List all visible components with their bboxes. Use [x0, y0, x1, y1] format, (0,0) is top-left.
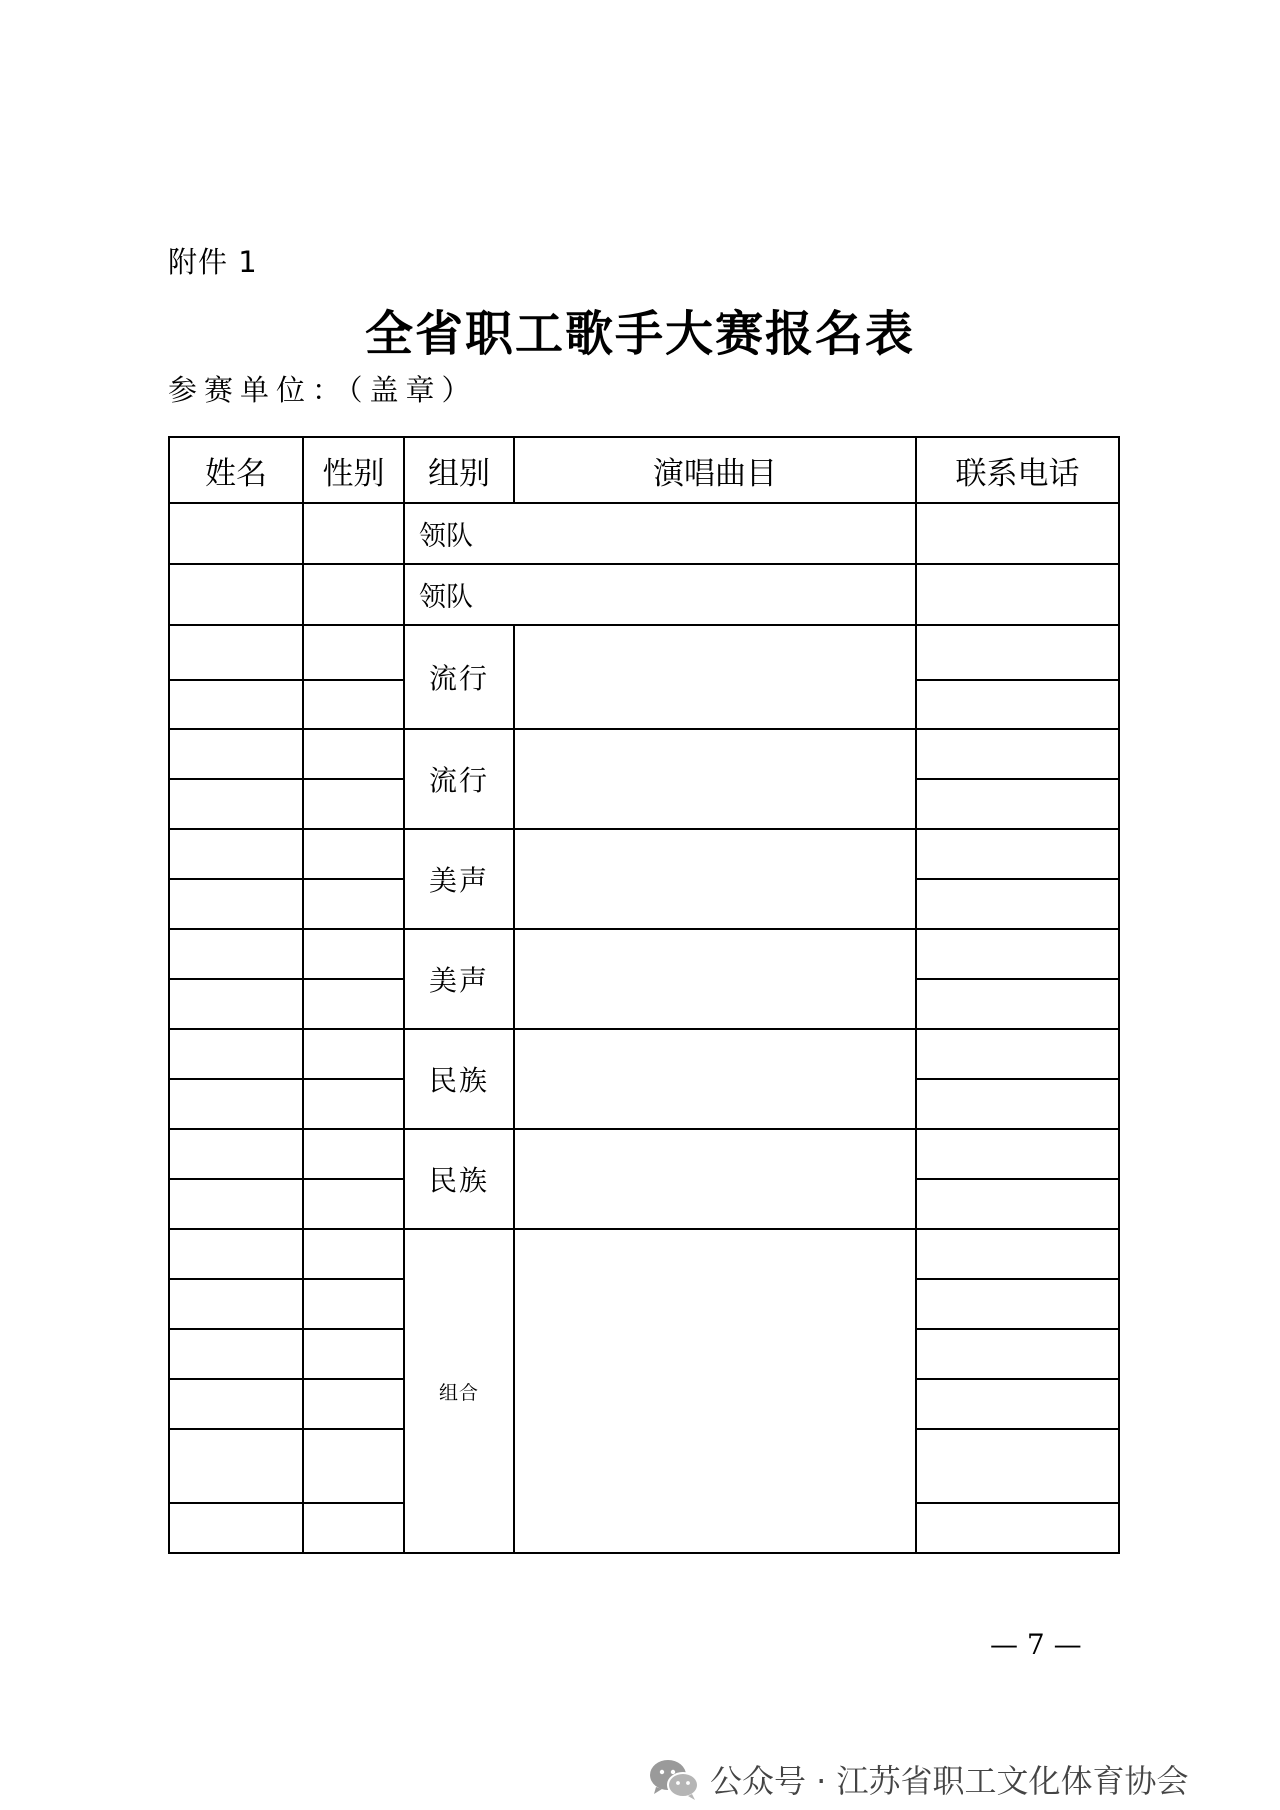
page-number: — 7 — [990, 1628, 1082, 1661]
gender-cell[interactable] [303, 1503, 404, 1553]
header-phone: 联系电话 [916, 437, 1119, 503]
name-cell[interactable] [169, 929, 303, 979]
header-row [169, 437, 1119, 503]
name-cell[interactable] [169, 564, 303, 625]
table-row [169, 1029, 1119, 1079]
table-row [169, 625, 1119, 680]
group-cell: 流行 [404, 729, 514, 829]
footer-text: 公众号 · 江苏省职工文化体育协会 [710, 1762, 1189, 1800]
gender-cell[interactable] [303, 1079, 404, 1129]
gender-cell[interactable] [303, 929, 404, 979]
name-cell[interactable] [169, 779, 303, 829]
phone-cell[interactable] [916, 1503, 1119, 1553]
gender-cell[interactable] [303, 625, 404, 680]
phone-cell[interactable] [916, 1379, 1119, 1429]
song-cell[interactable] [514, 1229, 916, 1553]
unit-label: 参赛单位：（盖章） [168, 373, 478, 407]
name-cell[interactable] [169, 625, 303, 680]
phone-cell[interactable] [916, 625, 1119, 680]
attachment-label: 附件 1 [168, 245, 258, 279]
gender-cell[interactable] [303, 680, 404, 729]
song-cell[interactable] [514, 729, 916, 829]
gender-cell[interactable] [303, 503, 404, 564]
phone-cell[interactable] [916, 929, 1119, 979]
name-cell[interactable] [169, 1279, 303, 1329]
gender-cell[interactable] [303, 564, 404, 625]
header-gender: 性别 [303, 437, 404, 503]
name-cell[interactable] [169, 1129, 303, 1179]
name-cell[interactable] [169, 829, 303, 879]
gender-cell[interactable] [303, 1429, 404, 1503]
wechat-icon [648, 1757, 700, 1801]
gender-cell[interactable] [303, 779, 404, 829]
phone-cell[interactable] [916, 1429, 1119, 1503]
phone-cell[interactable] [916, 779, 1119, 829]
name-cell[interactable] [169, 1179, 303, 1229]
form-title: 全省职工歌手大赛报名表 [364, 306, 915, 362]
header-song: 演唱曲目 [514, 437, 916, 503]
header-group: 组别 [404, 437, 514, 503]
phone-cell[interactable] [916, 729, 1119, 779]
group-cell: 民族 [404, 1129, 514, 1229]
table-row [169, 829, 1119, 879]
gender-cell[interactable] [303, 829, 404, 879]
gender-cell[interactable] [303, 1179, 404, 1229]
leader-cell: 领队 [404, 503, 916, 564]
song-cell[interactable] [514, 625, 916, 729]
song-cell[interactable] [514, 829, 916, 929]
phone-cell[interactable] [916, 1029, 1119, 1079]
phone-cell[interactable] [916, 1329, 1119, 1379]
phone-cell[interactable] [916, 1229, 1119, 1279]
gender-cell[interactable] [303, 1379, 404, 1429]
name-cell[interactable] [169, 1029, 303, 1079]
name-cell[interactable] [169, 979, 303, 1029]
gender-cell[interactable] [303, 1229, 404, 1279]
song-cell[interactable] [514, 929, 916, 1029]
phone-cell[interactable] [916, 979, 1119, 1029]
gender-cell[interactable] [303, 979, 404, 1029]
phone-cell[interactable] [916, 829, 1119, 879]
name-cell[interactable] [169, 879, 303, 929]
song-cell[interactable] [514, 1029, 916, 1129]
table-row [169, 929, 1119, 979]
gender-cell[interactable] [303, 1279, 404, 1329]
phone-cell[interactable] [916, 1179, 1119, 1229]
name-cell[interactable] [169, 1379, 303, 1429]
group-cell: 美声 [404, 929, 514, 1029]
group-cell-combo: 组合 [404, 1229, 514, 1553]
leader-cell: 领队 [404, 564, 916, 625]
footer-watermark [648, 1756, 1189, 1802]
table-row [169, 1129, 1119, 1179]
gender-cell[interactable] [303, 1029, 404, 1079]
phone-cell[interactable] [916, 564, 1119, 625]
name-cell[interactable] [169, 1329, 303, 1379]
phone-cell[interactable] [916, 1129, 1119, 1179]
phone-cell[interactable] [916, 503, 1119, 564]
gender-cell[interactable] [303, 1329, 404, 1379]
gender-cell[interactable] [303, 879, 404, 929]
group-cell: 美声 [404, 829, 514, 929]
group-cell: 流行 [404, 625, 514, 729]
phone-cell[interactable] [916, 879, 1119, 929]
song-cell[interactable] [514, 1129, 916, 1229]
table-row [169, 729, 1119, 779]
gender-cell[interactable] [303, 1129, 404, 1179]
registration-table [168, 436, 1120, 1554]
table-row [169, 503, 1119, 564]
name-cell[interactable] [169, 503, 303, 564]
name-cell[interactable] [169, 729, 303, 779]
group-cell: 民族 [404, 1029, 514, 1129]
name-cell[interactable] [169, 1079, 303, 1129]
phone-cell[interactable] [916, 680, 1119, 729]
name-cell[interactable] [169, 1429, 303, 1503]
gender-cell[interactable] [303, 729, 404, 779]
name-cell[interactable] [169, 1503, 303, 1553]
name-cell[interactable] [169, 680, 303, 729]
table-row [169, 564, 1119, 625]
name-cell[interactable] [169, 1229, 303, 1279]
phone-cell[interactable] [916, 1079, 1119, 1129]
table-row [169, 1229, 1119, 1279]
phone-cell[interactable] [916, 1279, 1119, 1329]
header-name: 姓名 [169, 437, 303, 503]
